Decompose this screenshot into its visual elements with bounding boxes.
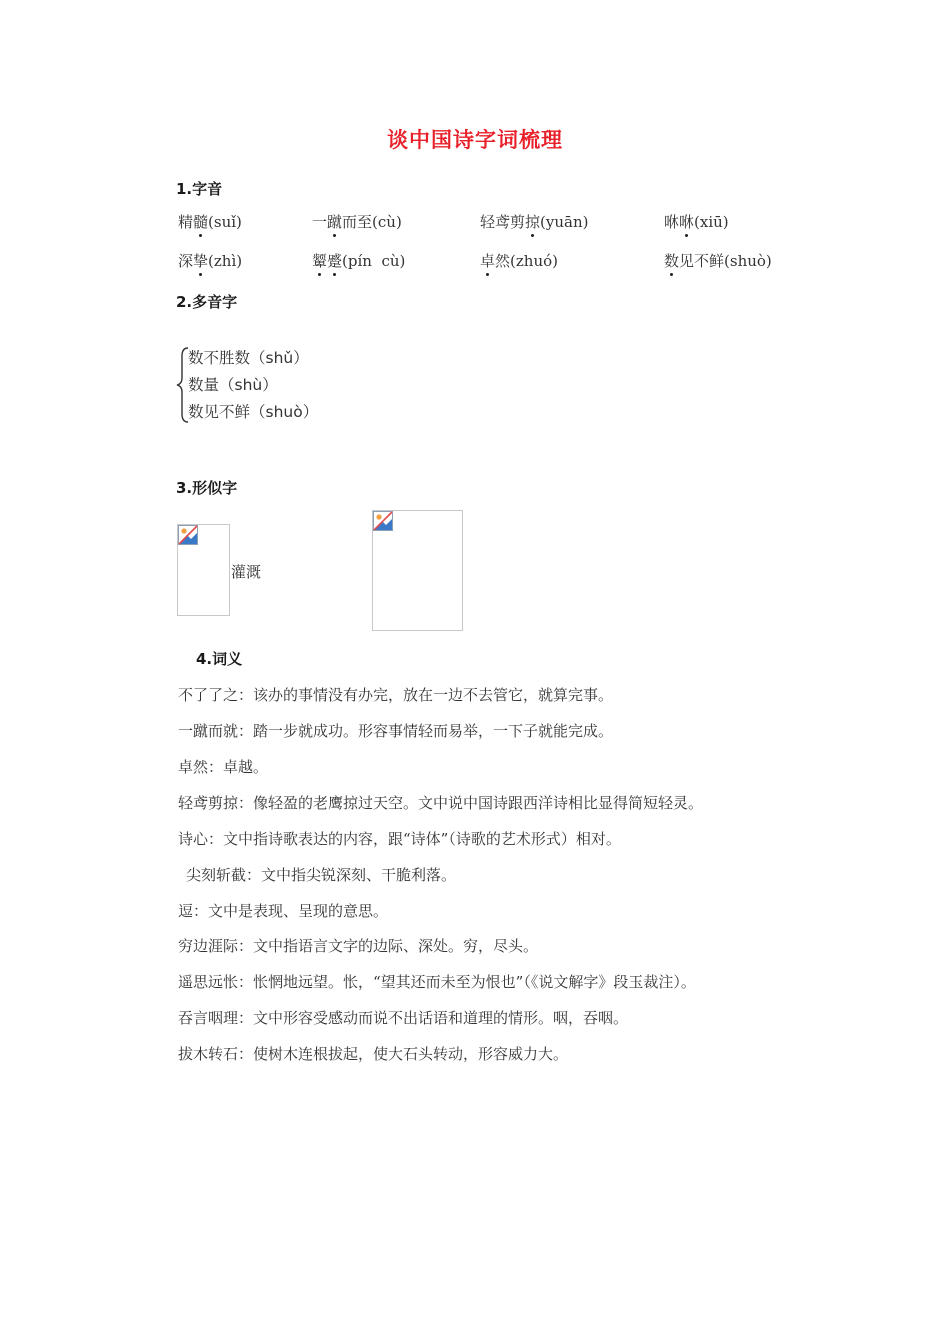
definition-item: 穷边涯际：文中指语言文字的边际、深处。穷，尽头。 [178,937,539,955]
definition-item: 尖刻斩截：文中指尖锐深刻、干脆利落。 [186,866,457,884]
pronunciation-item: 一蹴而至(cù) [312,213,402,231]
pronunciation-item: 咻咻(xiū) [664,213,729,231]
definition-item: 遥思远怅：怅惘地远望。怅，“望其还而未至为恨也”（《说文解字》段玉裁注）。 [178,973,696,991]
similar-chars-caption: 灌溉 [231,563,262,581]
definition-item: 逗：文中是表现、呈现的意思。 [178,902,389,920]
broken-image-icon [178,525,198,545]
section-heading-similar-chars: 3.形似字 [176,479,238,497]
definition-item: 诗心：文中指诗歌表达的内容，跟“诗体”（诗歌的艺术形式）相对。 [178,830,621,848]
image-placeholder [372,510,463,631]
polyphone-group [176,344,326,424]
broken-image-icon [373,511,393,531]
section-heading-pronunciation: 1.字音 [176,180,223,198]
polyphone-item: 数量（shù） [188,376,278,394]
definition-item: 一蹴而就：踏一步就成功。形容事情轻而易举，一下子就能完成。 [178,722,614,740]
pronunciation-item: 卓然(zhuó) [480,252,558,270]
polyphone-item: 数见不鲜（shuò） [188,403,319,421]
polyphone-item: 数不胜数（shǔ） [188,349,309,367]
pronunciation-item: 精髓(suǐ) [178,213,242,231]
pronunciation-item: 数见不鲜(shuò) [664,252,772,270]
pronunciation-item: 颦蹙(pín cù) [312,252,406,270]
image-placeholder [177,524,230,616]
definition-item: 吞言咽理：文中形容受感动而说不出话语和道理的情形。咽，吞咽。 [178,1009,629,1027]
page-title: 谈中国诗字词梳理 [387,128,563,152]
section-heading-meanings: 4.词义 [196,650,243,668]
pronunciation-item: 深挚(zhì) [178,252,243,270]
definition-item: 轻鸢剪掠：像轻盈的老鹰掠过天空。文中说中国诗跟西洋诗相比显得简短轻灵。 [178,794,704,812]
section-heading-polyphone: 2.多音字 [176,293,238,311]
definition-item: 卓然：卓越。 [178,758,269,776]
definition-item: 不了了之：该办的事情没有办完，放在一边不去管它，就算完事。 [178,686,614,704]
definition-item: 拔木转石：使树木连根拔起，使大石头转动，形容威力大。 [178,1045,569,1063]
pronunciation-item: 轻鸢剪掠(yuān) [480,213,589,231]
